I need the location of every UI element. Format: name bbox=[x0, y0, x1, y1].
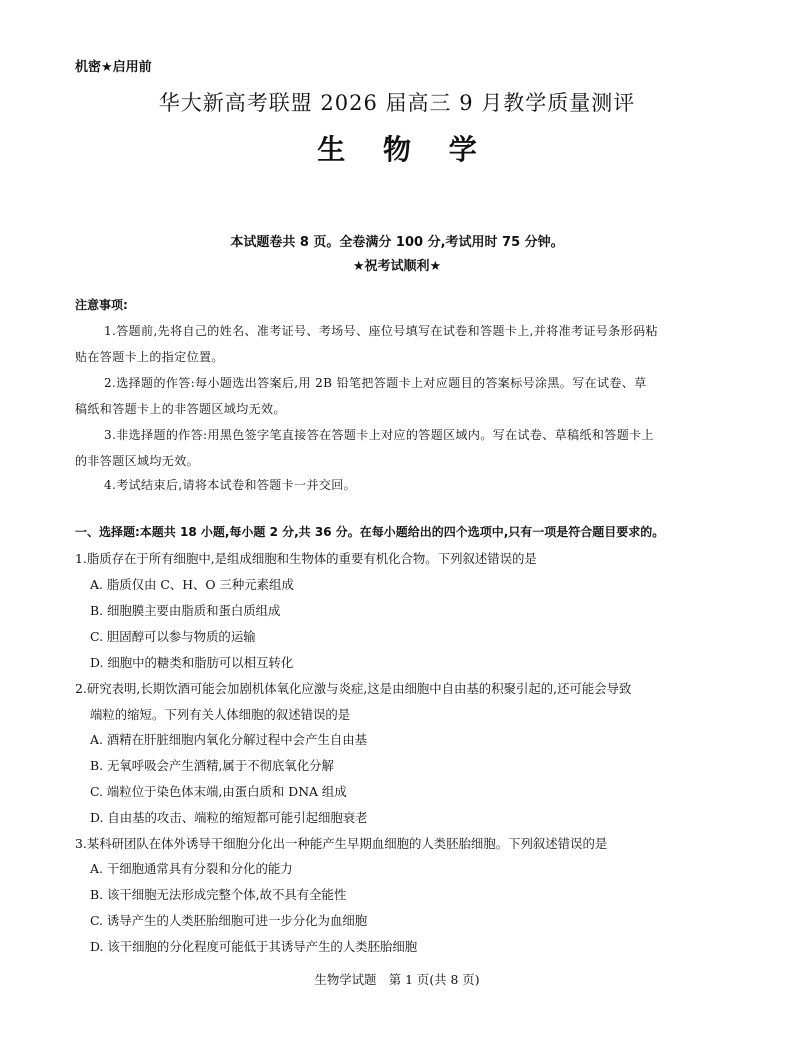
question-3-option-b: B. 该干细胞无法形成完整个体,故不具有全能性 bbox=[90, 887, 347, 902]
question-3-option-c: C. 诱导产生的人类胚胎细胞可进一步分化为血细胞 bbox=[90, 913, 368, 928]
exam-info: 本试题卷共 8 页。全卷满分 100 分,考试用时 75 分钟。 bbox=[230, 235, 564, 250]
confidential-label: 机密★启用前 bbox=[75, 60, 152, 75]
exam-title: 华大新高考联盟 2026 届高三 9 月教学质量测评 bbox=[158, 91, 636, 115]
notice-item-1-line-1: 1.答题前,先将自己的姓名、准考证号、考场号、座位号填写在试卷和答题卡上,并将准考证号条形码粘 bbox=[104, 324, 658, 338]
question-3-option-a: A. 干细胞通常具有分裂和分化的能力 bbox=[90, 861, 293, 876]
question-2-stem-line-1: 2.研究表明,长期饮酒可能会加剧机体氧化应激与炎症,这是由细胞中自由基的积聚引起的,还可能会导致 bbox=[75, 681, 632, 696]
question-3-stem: 3.某科研团队在体外诱导干细胞分化出一种能产生早期血细胞的人类胚胎细胞。下列叙述错误的是 bbox=[75, 836, 608, 851]
notice-item-4-line-1: 4.考试结束后,请将本试卷和答题卡一并交回。 bbox=[104, 478, 357, 492]
question-3-option-d: D. 该干细胞的分化程度可能低于其诱导产生的人类胚胎细胞 bbox=[90, 939, 418, 954]
page-footer: 生物学试题 第 1 页(共 8 页) bbox=[314, 972, 480, 987]
question-2-option-d: D. 自由基的攻击、端粒的缩短都可能引起细胞衰老 bbox=[90, 810, 368, 825]
subject-title: 生 物 学 bbox=[317, 133, 491, 166]
question-1-option-a: A. 脂质仅由 C、H、O 三种元素组成 bbox=[90, 577, 294, 592]
question-1-option-b: B. 细胞膜主要由脂质和蛋白质组成 bbox=[90, 603, 281, 618]
question-1-option-c: C. 胆固醇可以参与物质的运输 bbox=[90, 629, 256, 644]
section-heading: 一、选择题:本题共 18 小题,每小题 2 分,共 36 分。在每小题给出的四个选项中,只有一项是符合题目要求的。 bbox=[75, 525, 665, 539]
question-2-option-b: B. 无氧呼吸会产生酒精,属于不彻底氧化分解 bbox=[90, 758, 334, 773]
notice-item-2-line-2: 稿纸和答题卡上的非答题区域均无效。 bbox=[75, 402, 286, 416]
notice-item-3-line-1: 3.非选择题的作答:用黑色签字笔直接答在答题卡上对应的答题区域内。写在试卷、草稿纸和答题卡上 bbox=[104, 428, 654, 442]
blessing-line: ★祝考试顺利★ bbox=[352, 259, 442, 274]
question-2-option-c: C. 端粒位于染色体末端,由蛋白质和 DNA 组成 bbox=[90, 784, 347, 799]
notice-item-1-line-2: 贴在答题卡上的指定位置。 bbox=[75, 350, 224, 364]
question-1-stem: 1.脂质存在于所有细胞中,是组成细胞和生物体的重要有机化合物。下列叙述错误的是 bbox=[75, 551, 537, 566]
question-1-option-d: D. 细胞中的糖类和脂肪可以相互转化 bbox=[90, 655, 294, 670]
notice-item-3-line-2: 的非答题区域均无效。 bbox=[75, 454, 200, 468]
notice-heading: 注意事项: bbox=[75, 298, 128, 312]
notice-item-2-line-1: 2.选择题的作答:每小题选出答案后,用 2B 铅笔把答题卡上对应题目的答案标号涂黑。写在试卷、草 bbox=[104, 376, 647, 390]
question-2-option-a: A. 酒精在肝脏细胞内氧化分解过程中会产生自由基 bbox=[90, 732, 368, 747]
question-2-stem-line-2: 端粒的缩短。下列有关人体细胞的叙述错误的是 bbox=[90, 707, 351, 722]
